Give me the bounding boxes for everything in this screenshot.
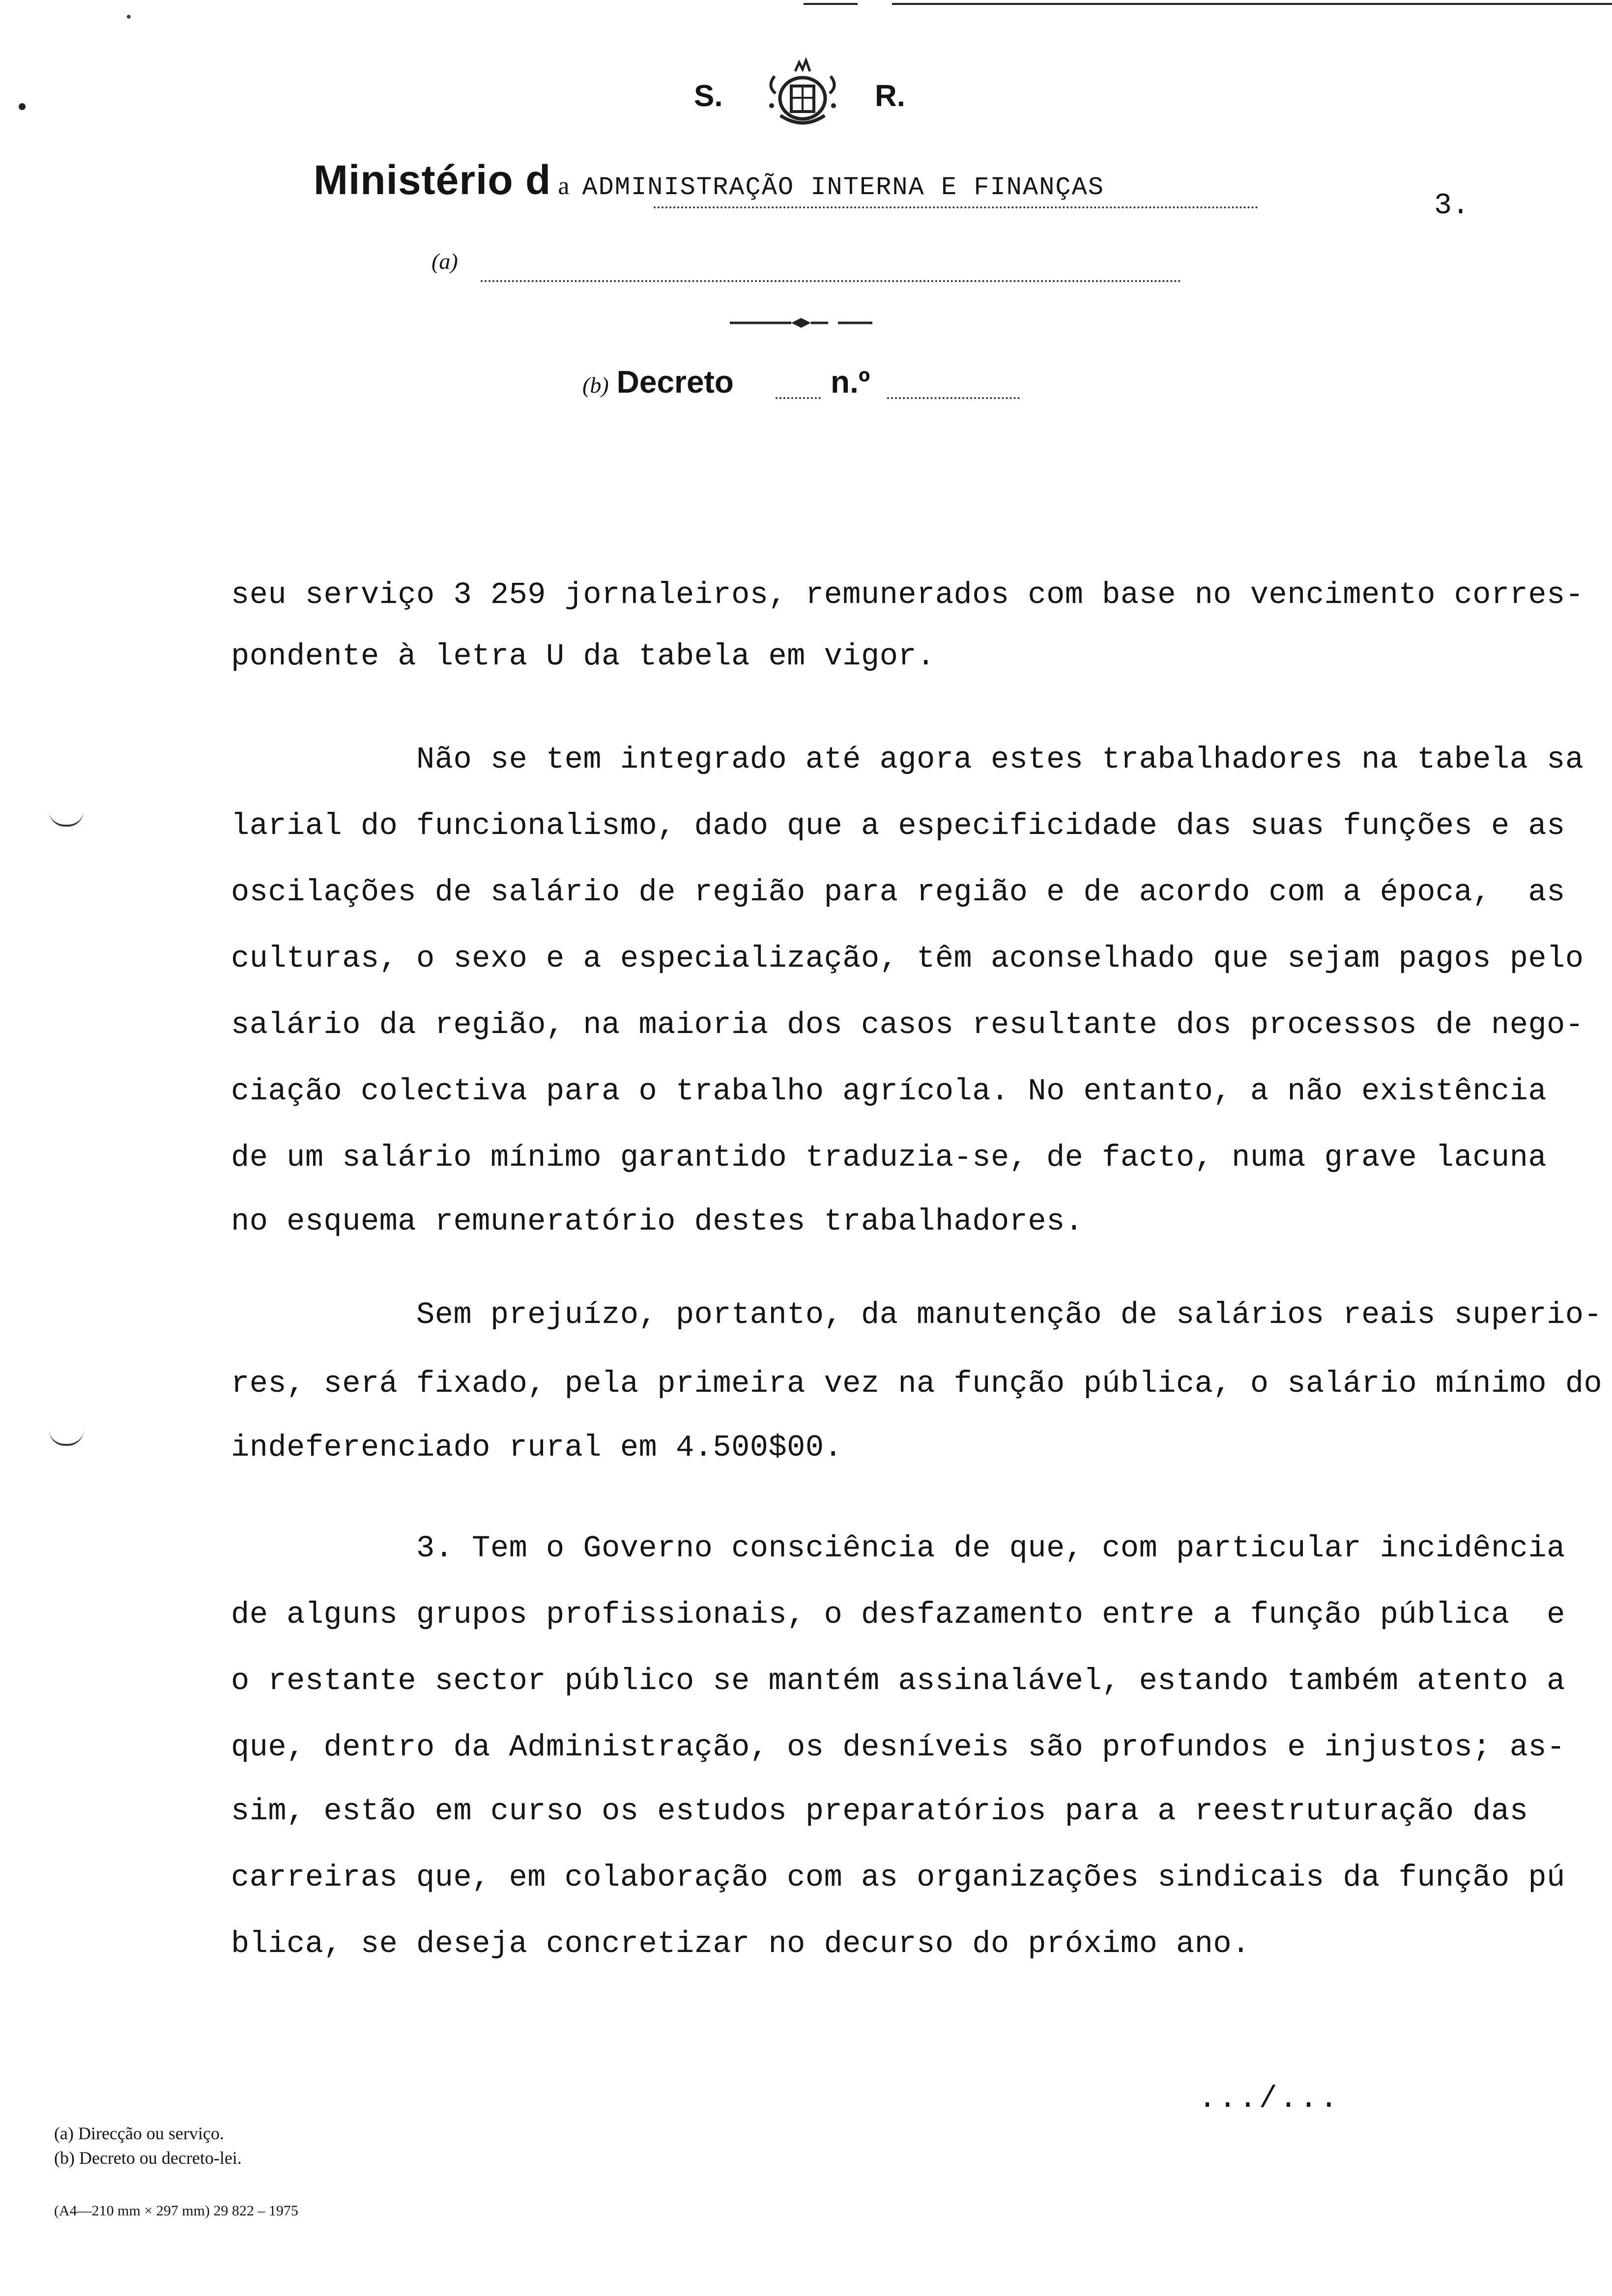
decreto-label: Decreto [616,364,734,400]
numero-label: n.º [831,364,870,400]
continuation-mark: .../... [1198,2081,1340,2116]
coat-of-arms-emblem [761,57,844,133]
ministerio-connector: a [558,172,570,200]
ministerio-line [314,156,1104,204]
field-a-dotted-line [481,280,1181,282]
margin-speck [19,103,26,110]
body-line: culturas, o sexo e a especialização, têm aconselhado que sejam pagos pelo [231,941,1584,976]
decreto-dotted-line [776,397,821,399]
margin-speck [127,15,131,19]
header-s-letter: S. [694,79,723,113]
form-code: (A4—210 mm × 297 mm) 29 822 – 1975 [54,2203,298,2219]
body-line: ciação colectiva para o trabalho agrícola. No entanto, a não existência [231,1074,1547,1109]
body-line: 3. Tem o Governo consciência de que, com particular incidência [231,1531,1565,1566]
field-b-label: (b) [582,373,609,398]
body-line: larial do funcionalismo, dado que a especificidade das suas funções e as [231,808,1565,843]
body-line: blica, se deseja concretizar no decurso do próximo ano. [231,1926,1250,1961]
coat-of-arms-icon [761,57,844,133]
decreto-line [582,364,734,400]
top-rule-short [804,3,858,5]
field-a-label: (a) [432,249,458,274]
body-line: seu serviço 3 259 jornaleiros, remunerados com base no vencimento corres- [231,577,1584,612]
body-line: de um salário mínimo garantido traduzia-se, de facto, numa grave lacuna [231,1140,1547,1175]
body-line: o restante sector público se mantém assinalável, estando também atento a [231,1664,1565,1698]
body-line: carreiras que, em colaboração com as organizações sindicais da função pú [231,1860,1565,1895]
top-rule-long [892,3,1612,5]
department-name: ADMINISTRAÇÃO INTERNA E FINANÇAS [582,173,1105,202]
header-r-letter: R. [875,79,905,113]
margin-mark [49,1430,84,1446]
body-line: Sem prejuízo, portanto, da manutenção de salários reais superio- [231,1297,1603,1332]
ministerio-dotted-line [654,206,1258,208]
body-line: que, dentro da Administração, os desníveis são profundos e injustos; as- [231,1730,1565,1765]
footnote-a: (a) Direcção ou serviço. [54,2124,224,2143]
body-line: pondente à letra U da tabela em vigor. [231,639,935,674]
numero-dotted-line [887,397,1020,399]
body-line: salário da região, na maioria dos casos resultante dos processos de nego- [231,1007,1584,1042]
body-line: de alguns grupos profissionais, o desfazamento entre a função pública e [231,1597,1565,1632]
margin-mark [49,811,84,827]
page-number: 3. [1434,189,1470,223]
body-line: Não se tem integrado até agora estes trabalhadores na tabela sa [231,742,1584,777]
body-line: indeferenciado rural em 4.500$00. [231,1430,843,1465]
body-line: res, será fixado, pela primeira vez na função pública, o salário mínimo do [231,1366,1603,1401]
divider-ornament [730,316,872,330]
ministerio-label: Ministério d [314,157,551,203]
diamond-rule-icon [730,316,872,330]
body-line: sim, estão em curso os estudos preparatórios para a reestruturação das [231,1794,1528,1829]
body-line: oscilações de salário de região para região e de acordo com a época, as [231,875,1565,910]
footnote-b: (b) Decreto ou decreto-lei. [54,2148,242,2168]
body-line: no esquema remuneratório destes trabalhadores. [231,1204,1084,1239]
